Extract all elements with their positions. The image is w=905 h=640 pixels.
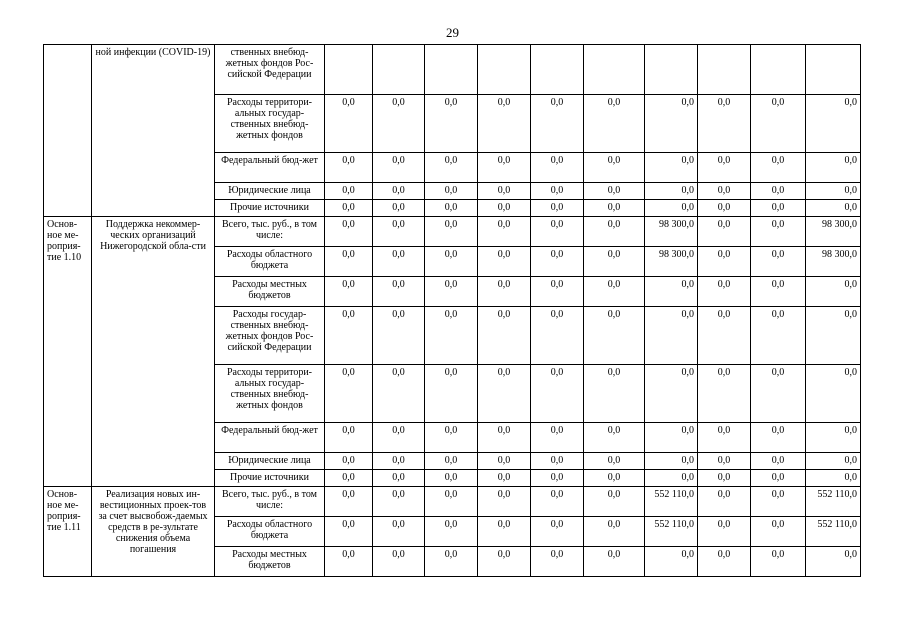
amount-cell: 0,0 xyxy=(584,547,645,577)
amount-cell: 0,0 xyxy=(425,423,478,453)
amount-cell: 0,0 xyxy=(806,153,861,183)
amount-cell: 0,0 xyxy=(531,547,584,577)
amount-cell: 0,0 xyxy=(325,470,373,487)
amount-cell: 0,0 xyxy=(698,183,751,200)
amount-cell: 0,0 xyxy=(584,183,645,200)
amount-cell: 0,0 xyxy=(425,217,478,247)
amount-cell: 0,0 xyxy=(325,547,373,577)
funding-source: Расходы областного бюджета xyxy=(215,247,325,277)
amount-cell: 0,0 xyxy=(751,307,806,365)
amount-cell: 0,0 xyxy=(425,200,478,217)
amount-cell: 0,0 xyxy=(806,307,861,365)
amount-cell xyxy=(325,45,373,95)
amount-cell: 0,0 xyxy=(478,307,531,365)
amount-cell: 0,0 xyxy=(373,217,425,247)
amount-cell: 0,0 xyxy=(645,277,698,307)
amount-cell: 0,0 xyxy=(698,365,751,423)
amount-cell: 0,0 xyxy=(698,487,751,517)
amount-cell: 0,0 xyxy=(584,247,645,277)
amount-cell: 0,0 xyxy=(751,183,806,200)
amount-cell: 0,0 xyxy=(698,307,751,365)
amount-cell: 0,0 xyxy=(751,365,806,423)
funding-source: Федеральный бюд-жет xyxy=(215,153,325,183)
amount-cell: 0,0 xyxy=(751,153,806,183)
amount-cell: 0,0 xyxy=(584,517,645,547)
amount-cell: 0,0 xyxy=(478,153,531,183)
amount-cell: 0,0 xyxy=(325,217,373,247)
amount-cell: 0,0 xyxy=(425,365,478,423)
activity-name: Реализация новых ин-вестиционных проек-тов за счет высвобож-даемых средств в ре-зультате снижения объема погашения xyxy=(92,487,215,577)
amount-cell: 0,0 xyxy=(584,200,645,217)
activity-name: Поддержка некоммер-ческих организаций Нижегородской обла-сти xyxy=(92,217,215,487)
amount-cell: 0,0 xyxy=(531,517,584,547)
amount-cell: 0,0 xyxy=(373,247,425,277)
amount-cell: 0,0 xyxy=(698,277,751,307)
amount-cell: 0,0 xyxy=(373,153,425,183)
amount-cell: 552 110,0 xyxy=(645,517,698,547)
amount-cell: 0,0 xyxy=(373,487,425,517)
activity-code: Основ-ное ме-роприя-тие 1.10 xyxy=(44,217,92,487)
amount-cell: 0,0 xyxy=(425,95,478,153)
amount-cell: 98 300,0 xyxy=(645,217,698,247)
amount-cell: 0,0 xyxy=(584,217,645,247)
amount-cell: 0,0 xyxy=(751,277,806,307)
amount-cell: 0,0 xyxy=(325,423,373,453)
funding-source: Прочие источники xyxy=(215,200,325,217)
amount-cell: 0,0 xyxy=(373,95,425,153)
amount-cell: 0,0 xyxy=(645,95,698,153)
funding-source: Всего, тыс. руб., в том числе: xyxy=(215,217,325,247)
amount-cell: 0,0 xyxy=(425,470,478,487)
amount-cell: 0,0 xyxy=(325,183,373,200)
amount-cell: 0,0 xyxy=(373,517,425,547)
amount-cell: 0,0 xyxy=(478,517,531,547)
activity-code: Основ-ное ме-роприя-тие 1.11 xyxy=(44,487,92,577)
amount-cell: 0,0 xyxy=(751,547,806,577)
amount-cell: 0,0 xyxy=(806,453,861,470)
funding-source: Расходы территори-альных государ-ственных внебюд-жетных фондов xyxy=(215,95,325,153)
funding-source: Расходы областного бюджета xyxy=(215,517,325,547)
amount-cell: 0,0 xyxy=(478,423,531,453)
amount-cell: 0,0 xyxy=(531,307,584,365)
activity-code xyxy=(44,45,92,217)
amount-cell: 0,0 xyxy=(584,153,645,183)
funding-source: Юридические лица xyxy=(215,453,325,470)
amount-cell: 0,0 xyxy=(425,487,478,517)
amount-cell: 0,0 xyxy=(373,277,425,307)
funding-source: Расходы местных бюджетов xyxy=(215,277,325,307)
amount-cell: 0,0 xyxy=(325,247,373,277)
amount-cell xyxy=(425,45,478,95)
amount-cell: 0,0 xyxy=(645,547,698,577)
amount-cell: 0,0 xyxy=(531,95,584,153)
amount-cell: 0,0 xyxy=(645,307,698,365)
amount-cell xyxy=(373,45,425,95)
amount-cell: 0,0 xyxy=(325,307,373,365)
amount-cell: 0,0 xyxy=(373,200,425,217)
amount-cell xyxy=(751,45,806,95)
amount-cell: 0,0 xyxy=(698,153,751,183)
amount-cell: 0,0 xyxy=(751,217,806,247)
amount-cell: 0,0 xyxy=(698,517,751,547)
amount-cell: 0,0 xyxy=(373,423,425,453)
amount-cell: 0,0 xyxy=(698,453,751,470)
amount-cell: 0,0 xyxy=(425,277,478,307)
amount-cell: 0,0 xyxy=(806,277,861,307)
table-row xyxy=(44,487,861,517)
amount-cell: 0,0 xyxy=(373,453,425,470)
amount-cell: 0,0 xyxy=(325,95,373,153)
amount-cell: 0,0 xyxy=(478,453,531,470)
amount-cell: 0,0 xyxy=(531,153,584,183)
amount-cell: 0,0 xyxy=(806,183,861,200)
amount-cell: 0,0 xyxy=(531,487,584,517)
amount-cell: 552 110,0 xyxy=(806,487,861,517)
amount-cell: 0,0 xyxy=(698,200,751,217)
amount-cell: 0,0 xyxy=(531,470,584,487)
amount-cell: 0,0 xyxy=(751,487,806,517)
amount-cell: 98 300,0 xyxy=(806,247,861,277)
page-number: 29 xyxy=(446,25,459,40)
amount-cell: 0,0 xyxy=(478,247,531,277)
amount-cell: 0,0 xyxy=(478,365,531,423)
amount-cell: 0,0 xyxy=(806,200,861,217)
amount-cell: 0,0 xyxy=(531,277,584,307)
amount-cell: 0,0 xyxy=(698,547,751,577)
amount-cell: 0,0 xyxy=(325,200,373,217)
amount-cell: 0,0 xyxy=(645,365,698,423)
amount-cell: 0,0 xyxy=(645,153,698,183)
amount-cell: 0,0 xyxy=(751,470,806,487)
amount-cell: 98 300,0 xyxy=(645,247,698,277)
amount-cell: 0,0 xyxy=(645,453,698,470)
amount-cell: 0,0 xyxy=(645,200,698,217)
amount-cell: 0,0 xyxy=(325,277,373,307)
amount-cell: 0,0 xyxy=(645,470,698,487)
amount-cell: 0,0 xyxy=(531,217,584,247)
funding-source: Прочие источники xyxy=(215,470,325,487)
amount-cell: 0,0 xyxy=(325,153,373,183)
funding-source: Расходы местных бюджетов xyxy=(215,547,325,577)
funding-source: Расходы государ-ственных внебюд-жетных фондов Рос-сийской Федерации xyxy=(215,307,325,365)
amount-cell: 0,0 xyxy=(478,95,531,153)
table-row xyxy=(44,45,861,95)
amount-cell: 0,0 xyxy=(531,365,584,423)
amount-cell: 0,0 xyxy=(478,200,531,217)
amount-cell: 0,0 xyxy=(698,470,751,487)
amount-cell: 0,0 xyxy=(751,517,806,547)
amount-cell: 0,0 xyxy=(698,217,751,247)
amount-cell: 98 300,0 xyxy=(806,217,861,247)
amount-cell: 0,0 xyxy=(373,307,425,365)
funding-source: Всего, тыс. руб., в том числе: xyxy=(215,487,325,517)
amount-cell: 0,0 xyxy=(645,423,698,453)
amount-cell: 0,0 xyxy=(806,95,861,153)
amount-cell: 0,0 xyxy=(806,423,861,453)
amount-cell xyxy=(645,45,698,95)
amount-cell: 0,0 xyxy=(373,365,425,423)
amount-cell: 0,0 xyxy=(531,200,584,217)
funding-source: Расходы территори-альных государ-ственных внебюд-жетных фондов xyxy=(215,365,325,423)
amount-cell: 0,0 xyxy=(425,307,478,365)
amount-cell: 0,0 xyxy=(584,95,645,153)
amount-cell: 0,0 xyxy=(584,487,645,517)
amount-cell: 0,0 xyxy=(698,95,751,153)
amount-cell: 0,0 xyxy=(373,547,425,577)
amount-cell: 0,0 xyxy=(584,307,645,365)
amount-cell: 0,0 xyxy=(806,470,861,487)
amount-cell: 0,0 xyxy=(584,277,645,307)
amount-cell: 0,0 xyxy=(478,487,531,517)
amount-cell: 0,0 xyxy=(325,517,373,547)
funding-source: Федеральный бюд-жет xyxy=(215,423,325,453)
amount-cell: 0,0 xyxy=(698,423,751,453)
amount-cell: 0,0 xyxy=(425,517,478,547)
budget-table xyxy=(43,44,861,577)
amount-cell: 0,0 xyxy=(584,423,645,453)
activity-name: ной инфекции (COVID-19) xyxy=(92,45,215,217)
amount-cell xyxy=(531,45,584,95)
amount-cell: 0,0 xyxy=(751,423,806,453)
amount-cell: 0,0 xyxy=(425,247,478,277)
amount-cell xyxy=(478,45,531,95)
amount-cell: 0,0 xyxy=(373,470,425,487)
amount-cell: 0,0 xyxy=(584,470,645,487)
funding-source: Юридические лица xyxy=(215,183,325,200)
amount-cell: 0,0 xyxy=(531,183,584,200)
amount-cell: 0,0 xyxy=(806,547,861,577)
amount-cell: 0,0 xyxy=(425,547,478,577)
amount-cell: 0,0 xyxy=(751,247,806,277)
amount-cell: 0,0 xyxy=(325,453,373,470)
amount-cell: 0,0 xyxy=(373,183,425,200)
amount-cell: 0,0 xyxy=(751,200,806,217)
amount-cell: 0,0 xyxy=(751,95,806,153)
amount-cell: 0,0 xyxy=(806,365,861,423)
amount-cell: 0,0 xyxy=(478,547,531,577)
amount-cell: 0,0 xyxy=(531,423,584,453)
amount-cell xyxy=(806,45,861,95)
amount-cell: 0,0 xyxy=(584,365,645,423)
amount-cell: 0,0 xyxy=(325,487,373,517)
table-row xyxy=(44,217,861,247)
amount-cell: 0,0 xyxy=(645,183,698,200)
amount-cell: 0,0 xyxy=(425,453,478,470)
funding-source: ственных внебюд-жетных фондов Рос-сийской Федерации xyxy=(215,45,325,95)
amount-cell: 0,0 xyxy=(478,470,531,487)
amount-cell: 0,0 xyxy=(425,183,478,200)
amount-cell: 552 110,0 xyxy=(806,517,861,547)
amount-cell xyxy=(698,45,751,95)
amount-cell: 0,0 xyxy=(478,217,531,247)
amount-cell: 0,0 xyxy=(478,277,531,307)
amount-cell: 0,0 xyxy=(531,247,584,277)
amount-cell: 0,0 xyxy=(584,453,645,470)
amount-cell: 552 110,0 xyxy=(645,487,698,517)
amount-cell: 0,0 xyxy=(425,153,478,183)
amount-cell xyxy=(584,45,645,95)
amount-cell: 0,0 xyxy=(531,453,584,470)
amount-cell: 0,0 xyxy=(478,183,531,200)
amount-cell: 0,0 xyxy=(325,365,373,423)
amount-cell: 0,0 xyxy=(751,453,806,470)
amount-cell: 0,0 xyxy=(698,247,751,277)
